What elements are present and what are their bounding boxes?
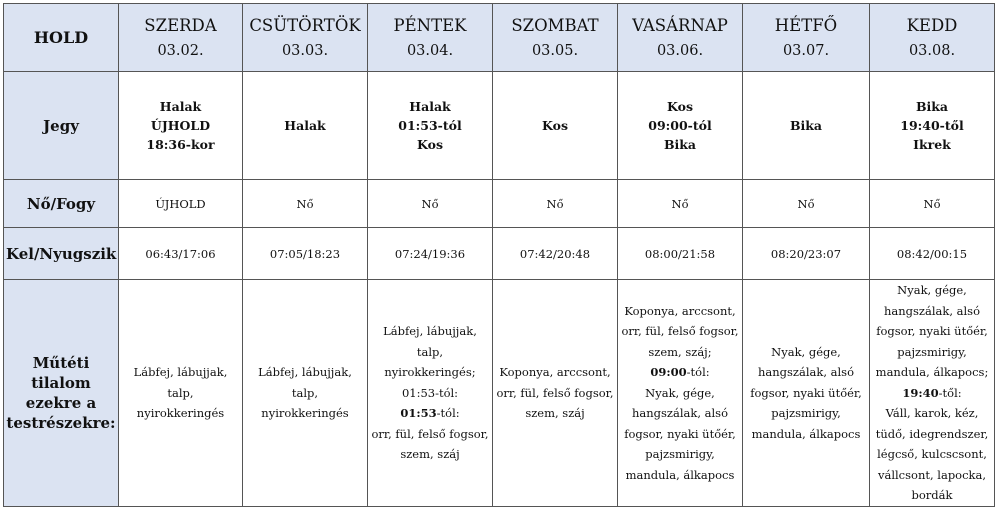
tilalom-line: 09:00-tól: — [650, 365, 710, 379]
tilalom-cell — [493, 280, 618, 507]
rise-set-cell: 08:00/21:58 — [618, 228, 743, 280]
tilalom-line: nyirokkeringés — [261, 406, 349, 420]
tilalom-line: 01:53-tól: — [401, 385, 459, 400]
rise-set-cell: 07:24/19:36 — [368, 228, 493, 280]
tilalom-line: tüdő, idegrendszer, — [875, 426, 989, 441]
jegy-line: 09:00-tól — [648, 118, 712, 133]
tilalom-line: Váll, karok, kéz, — [885, 406, 979, 420]
jegy-line: Kos — [542, 118, 568, 133]
tilalom-line: szem, száj — [400, 447, 460, 461]
tilalom-line: pajzsmirigy, — [771, 406, 841, 420]
phase-cell: ÚJHOLD — [119, 180, 243, 228]
tilalom-line: hangszálak, alsó — [883, 303, 981, 318]
tilalom-row — [4, 280, 995, 507]
tilalom-label-line: ezekre a — [25, 393, 97, 412]
phase-cell: Nő — [870, 180, 995, 228]
tilalom-line: Nyak, gége, — [645, 385, 715, 400]
tilalom-label-line: Műtéti tilalom — [31, 353, 91, 392]
tilalom-line: szem, száj — [525, 406, 585, 420]
day-date: 03.04. — [406, 43, 454, 59]
tilalom-line: Lábfej, lábujjak, talp, — [133, 365, 228, 400]
tilalom-line: Koponya, arccsont, — [624, 303, 736, 318]
jegy-line: ÚJHOLD — [150, 118, 211, 133]
kel-nyugszik-label: Kel/Nyugszik — [4, 228, 119, 280]
time-marker: 19:40 — [902, 385, 939, 400]
phase-cell: Nő — [743, 180, 870, 228]
day-header-saturday — [493, 4, 618, 72]
day-date: 03.05. — [531, 43, 579, 59]
phase-cell: Nő — [243, 180, 368, 228]
tilalom-line: Lábfej, lábujjak, talp, — [258, 365, 352, 400]
tilalom-cell — [119, 280, 243, 507]
tilalom-line: fogsor, nyaki ütőér, — [624, 426, 736, 441]
day-header-friday — [368, 4, 493, 72]
day-name: HÉTFŐ — [774, 16, 838, 35]
jegy-line: Bika — [915, 99, 949, 114]
jegy-cell — [618, 72, 743, 180]
rise-set-cell: 08:20/23:07 — [743, 228, 870, 280]
time-marker: 09:00 — [650, 365, 687, 379]
tilalom-line: orr, fül, felső fogsor, — [621, 324, 739, 338]
no-fogy-label: Nő/Fogy — [4, 180, 119, 228]
jegy-line: 01:53-tól — [398, 118, 462, 133]
jegy-line: Halak — [409, 99, 451, 114]
header-row — [4, 4, 995, 72]
day-name: CSÜTÖRTÖK — [249, 16, 361, 35]
jegy-cell — [493, 72, 618, 180]
tilalom-line: nyirokkeringés — [136, 406, 225, 420]
tilalom-label-line: testrészekre: — [6, 413, 116, 432]
tilalom-line: orr, fül, felső fogsor, — [371, 426, 489, 441]
day-name: SZOMBAT — [511, 16, 599, 35]
tilalom-line: vállcsont, lapocka, — [877, 467, 987, 482]
tilalom-line: Koponya, arccsont, — [499, 365, 611, 379]
day-name: VASÁRNAP — [632, 16, 728, 35]
moon-calendar-table — [3, 3, 995, 507]
tilalom-line: Nyak, gége, — [897, 283, 967, 297]
tilalom-line: légcső, kulcscsont, — [877, 447, 987, 461]
day-date: 03.07. — [782, 43, 830, 59]
tilalom-line: pajzsmirigy, — [897, 344, 967, 359]
day-header-tuesday — [870, 4, 995, 72]
tilalom-line: Nyak, gége, — [771, 344, 841, 359]
rise-set-cell: 07:42/20:48 — [493, 228, 618, 280]
tilalom-cell — [743, 280, 870, 507]
rise-set-cell: 08:42/00:15 — [870, 228, 995, 280]
kel-nyugszik-row — [4, 228, 995, 280]
tilalom-line: orr, fül, felső fogsor, — [496, 385, 614, 400]
jegy-cell — [743, 72, 870, 180]
jegy-line: Kos — [667, 99, 693, 114]
day-date: 03.06. — [656, 43, 704, 59]
day-header-thursday — [243, 4, 368, 72]
tilalom-line: hangszálak, alsó — [757, 365, 855, 379]
tilalom-cell — [368, 280, 493, 507]
tilalom-line: pajzsmirigy, — [645, 447, 715, 461]
jegy-line: Ikrek — [913, 137, 951, 152]
jegy-cell — [368, 72, 493, 180]
jegy-line: 19:40-től — [900, 118, 964, 133]
phase-cell: Nő — [368, 180, 493, 228]
jegy-cell — [119, 72, 243, 180]
tilalom-cell — [243, 280, 368, 507]
tilalom-line: fogsor, nyaki ütőér, — [876, 324, 988, 338]
day-header-wednesday — [119, 4, 243, 72]
jegy-line: Bika — [789, 118, 823, 133]
tilalom-line: hangszálak, alsó — [631, 406, 729, 420]
tilalom-line: mandula, álkapocs — [625, 467, 735, 482]
tilalom-line: nyirokkeringés; — [384, 365, 476, 379]
tilalom-line: 01:53-tól: — [400, 406, 460, 420]
jegy-cell — [243, 72, 368, 180]
day-header-monday — [743, 4, 870, 72]
jegy-row — [4, 72, 995, 180]
tilalom-label — [4, 280, 119, 507]
tilalom-cell — [870, 280, 995, 507]
jegy-cell — [870, 72, 995, 180]
day-header-sunday — [618, 4, 743, 72]
hold-header: HOLD — [4, 4, 119, 72]
tilalom-line: bordák — [911, 488, 953, 502]
tilalom-line: 19:40-től: — [902, 385, 962, 400]
tilalom-line: Lábfej, lábujjak, talp, — [383, 324, 477, 359]
day-date: 03.03. — [281, 43, 329, 59]
jegy-line: Halak — [284, 118, 326, 133]
day-date: 03.02. — [157, 43, 204, 59]
time-marker: 01:53 — [400, 406, 437, 420]
jegy-line: 18:36-kor — [146, 137, 215, 152]
tilalom-line: mandula, álkapocs; — [875, 365, 989, 379]
tilalom-cell — [618, 280, 743, 507]
day-date: 03.08. — [908, 43, 956, 59]
day-name: PÉNTEK — [393, 16, 467, 35]
jegy-line: Bika — [663, 137, 697, 152]
jegy-label: Jegy — [4, 72, 119, 180]
day-name: SZERDA — [144, 16, 217, 35]
jegy-line: Kos — [417, 137, 443, 152]
rise-set-cell: 07:05/18:23 — [243, 228, 368, 280]
tilalom-line: fogsor, nyaki ütőér, — [750, 385, 862, 400]
day-name: KEDD — [906, 16, 958, 35]
phase-cell: Nő — [618, 180, 743, 228]
phase-cell: Nő — [493, 180, 618, 228]
tilalom-line: szem, száj; — [648, 344, 712, 359]
no-fogy-row — [4, 180, 995, 228]
jegy-line: Halak — [159, 99, 202, 114]
tilalom-line: mandula, álkapocs — [751, 426, 861, 441]
rise-set-cell: 06:43/17:06 — [119, 228, 243, 280]
